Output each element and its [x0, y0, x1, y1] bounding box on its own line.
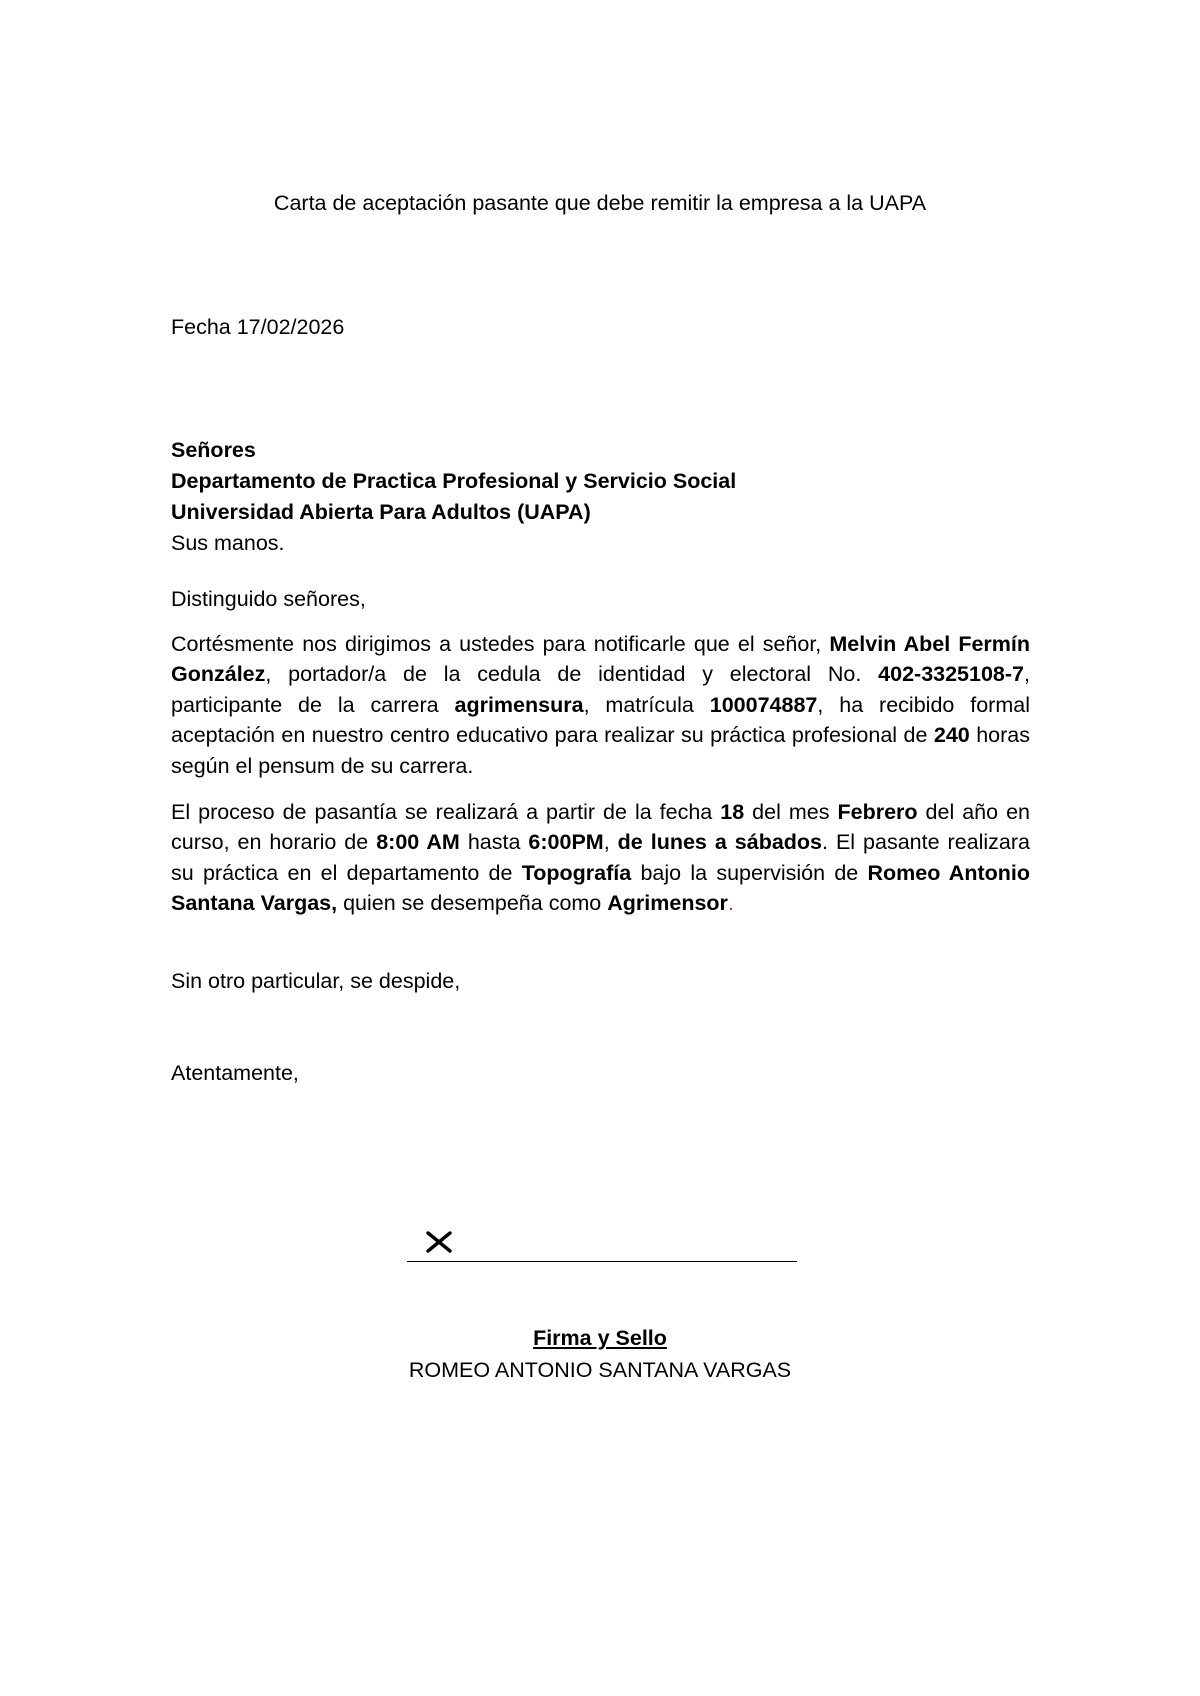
- p2-text-2: del mes: [744, 800, 838, 824]
- start-month: Febrero: [837, 800, 918, 824]
- id-number: 402-3325108-7: [878, 662, 1025, 687]
- work-days: de lunes a sábados: [617, 830, 823, 855]
- end-time: 6:00PM: [528, 830, 604, 855]
- closing-phrase: Sin otro particular, se despide,: [171, 969, 461, 993]
- student-name: Melvin Abel Fermín González: [171, 632, 1030, 687]
- closing-regards: Atentamente,: [171, 1061, 299, 1085]
- p2-text-3: del año en curso, en horario de: [171, 800, 1030, 855]
- recipient-university: Universidad Abierta Para Adultos (UAPA): [171, 500, 591, 524]
- p2-text-6: . El pasante realizara su práctica en el departamento de: [171, 830, 1030, 885]
- signature-label: Firma y Sello: [533, 1326, 667, 1350]
- p2-text-9: .: [727, 891, 734, 916]
- practice-hours: 240: [933, 723, 970, 748]
- recipient-greeting: Señores: [171, 438, 256, 462]
- paragraph-schedule: [171, 797, 1030, 919]
- x-mark-icon: [424, 1226, 454, 1256]
- recipient-block: [171, 435, 736, 559]
- p1-text-1: Cortésmente nos dirigimos a ustedes para notificarle que el señor,: [171, 632, 830, 656]
- p1-text-2: , portador/a de la cedula de identidad y electoral No.: [265, 662, 879, 687]
- supervisor-name: Romeo Antonio Santana Vargas,: [171, 860, 1030, 916]
- p2-text-1: El proceso de pasantía se realizará a partir de la fecha: [171, 800, 721, 824]
- date-line: Fecha 17/02/2026: [171, 315, 345, 339]
- p1-text-6: horas según el pensum de su carrera.: [171, 723, 1030, 778]
- start-day: 18: [720, 800, 745, 824]
- recipient-hands: Sus manos.: [171, 531, 285, 555]
- p2-text-7: bajo la supervisión de: [631, 860, 868, 885]
- p2-text-4: hasta: [459, 830, 529, 855]
- salutation: Distinguido señores,: [171, 587, 366, 611]
- start-time: 8:00 AM: [376, 830, 460, 855]
- career: agrimensura: [454, 692, 584, 717]
- recipient-department: Departamento de Practica Profesional y Servicio Social: [171, 469, 737, 493]
- signer-name: ROMEO ANTONIO SANTANA VARGAS: [408, 1358, 792, 1382]
- p1-text-5: , ha recibido formal aceptación en nuestro centro educativo para realizar su práctica profesional de: [171, 692, 1030, 748]
- p2-text-8: quien se desempeña como: [337, 891, 608, 916]
- signature-line: [407, 1261, 797, 1262]
- supervisor-role: Agrimensor: [607, 891, 728, 916]
- p1-text-3: , participante de la carrera: [171, 662, 1030, 717]
- enrollment-number: 100074887: [709, 692, 818, 717]
- p1-text-4: , matrícula: [583, 692, 710, 717]
- p2-text-5: ,: [603, 830, 618, 855]
- paragraph-acceptance: [171, 629, 1030, 781]
- department: Topografía: [521, 860, 632, 885]
- document-title: Carta de aceptación pasante que debe remitir la empresa a la UAPA: [273, 191, 927, 215]
